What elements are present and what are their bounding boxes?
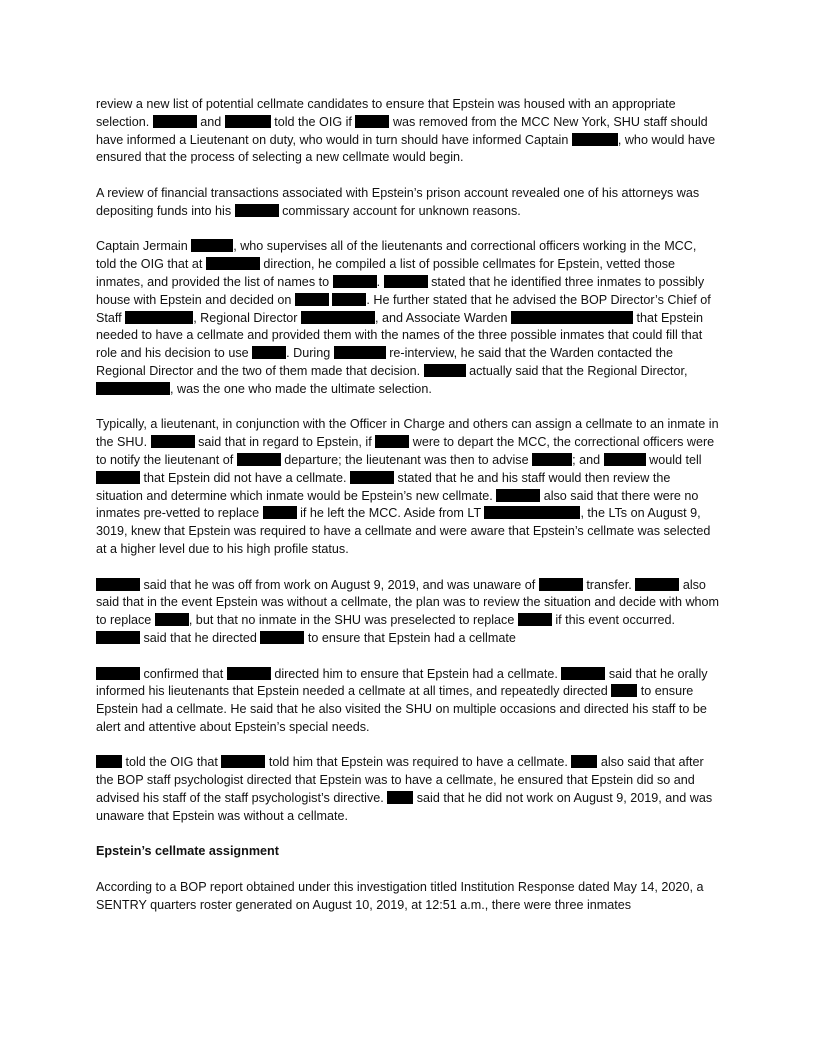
redaction (301, 311, 375, 324)
redaction (235, 204, 279, 217)
redaction (125, 311, 193, 324)
redaction (252, 346, 286, 359)
redaction (333, 275, 377, 288)
paragraph-8: According to a BOP report obtained under this investigation titled Institution Response dated May 14, 2020, a SENTRY quarters roster generated on August 10, 2019, at 12:51 a.m., there were three inmates (96, 880, 704, 912)
redaction (96, 471, 140, 484)
redaction (237, 453, 281, 466)
redaction (539, 578, 583, 591)
redaction (611, 684, 637, 697)
redaction (375, 435, 409, 448)
redaction (571, 755, 597, 768)
redaction (572, 133, 618, 146)
redaction (206, 257, 260, 270)
redaction (225, 115, 271, 128)
redaction (532, 453, 572, 466)
redaction (496, 489, 540, 502)
document-page (96, 96, 720, 932)
redaction (518, 613, 552, 626)
paragraph-4: Typically, a lieutenant, in conjunction with the Officer in Charge and others can assign a cellmate to an inmate in the SHU. said that in regard to Epstein, if were to depart the MCC, the correctional officers were to notify the lieutenant of departure; the lieutenant was then to advise ; and would tell that Epstein did not have a cellmate. stated that he and his staff would then review the situation and determine which inmate would be Epstein’s new cellmate. also said that there were no inmates pre-vetted to replace if he left the MCC. Aside from LT , the LTs on August 9, 3019, knew that Epstein was required to have a cellmate and were aware that Epstein’s cellmate was selected at a higher level due to his high profile status. (96, 417, 719, 556)
redaction (263, 506, 297, 519)
redaction (191, 239, 233, 252)
redaction (96, 382, 170, 395)
redaction (384, 275, 428, 288)
redaction (96, 578, 140, 591)
paragraph-2: A review of financial transactions associated with Epstein’s prison account revealed one of his attorneys was depositing funds into his commissary account for unknown reasons. (96, 185, 700, 218)
redaction (96, 631, 140, 644)
redaction (96, 755, 122, 768)
redaction (151, 435, 195, 448)
redaction (227, 667, 271, 680)
redaction (153, 115, 197, 128)
redaction (484, 506, 580, 519)
redaction (561, 667, 605, 680)
redaction (604, 453, 646, 466)
redaction (221, 755, 265, 768)
paragraph-7: told the OIG that told him that Epstein was required to have a cellmate. also said that after the BOP staff psychologist directed that Epstein was to have a cellmate, he ensured that Epstein did so and advised his staff of the staff psychologist’s directive. said that he did not work on August 9, 2019, and was unaware that Epstein was without a cellmate. (96, 755, 713, 823)
redaction (332, 293, 366, 306)
redaction (260, 631, 304, 644)
paragraph-5: said that he was off from work on August 9, 2019, and was unaware of transfer. also said that in the event Epstein was without a cellmate, the plan was to review the situation and decide with whom to replace , but that no inmate in the SHU was preselected to replace if this event occurred. said that he directed to ensure that Epstein had a cellmate (96, 577, 720, 645)
redaction (424, 364, 466, 377)
redaction (387, 791, 413, 804)
redaction (295, 293, 329, 306)
redaction (334, 346, 386, 359)
redaction (96, 667, 140, 680)
redaction (511, 311, 633, 324)
redaction (635, 578, 679, 591)
redaction (350, 471, 394, 484)
paragraph-6: confirmed that directed him to ensure that Epstein had a cellmate. said that he orally informed his lieutenants that Epstein needed a cellmate at all times, and repeatedly directed to ensure Epstein had a cellmate. He said that he also visited the SHU on multiple occasions and directed his staff to be alert and attentive about Epstein’s special needs. (96, 666, 708, 734)
section-heading: Epstein’s cellmate assignment (96, 844, 279, 859)
redaction (355, 115, 389, 128)
paragraph-3: Captain Jermain , who supervises all of the lieutenants and correctional officers working in the MCC, told the OIG that at direction, he compiled a list of possible cellmates for Epstein, vetted those inmates, and provided the list of names to . stated that he identified three inmates to possibly house with Epstein and decided on . He further stated that he advised the BOP Director’s Chief of Staff , Regional Director , and Associate Warden that Epstein needed to have a cellmate and provided them with the names of the three possible inmates that could fill that role and his decision to use . During re-interview, he said that the Warden contacted the Regional Director and the two of them made that decision. actually said that the Regional Director, , was the one who made the ultimate selection. (96, 239, 711, 396)
paragraph-1: review a new list of potential cellmate candidates to ensure that Epstein was housed with an appropriate selection. and told the OIG if was removed from the MCC New York, SHU staff should have informed a Lieutenant on duty, who would in turn should have informed Captain , who would have ensured that the process of selecting a new cellmate would begin. (96, 97, 716, 165)
redaction (155, 613, 189, 626)
